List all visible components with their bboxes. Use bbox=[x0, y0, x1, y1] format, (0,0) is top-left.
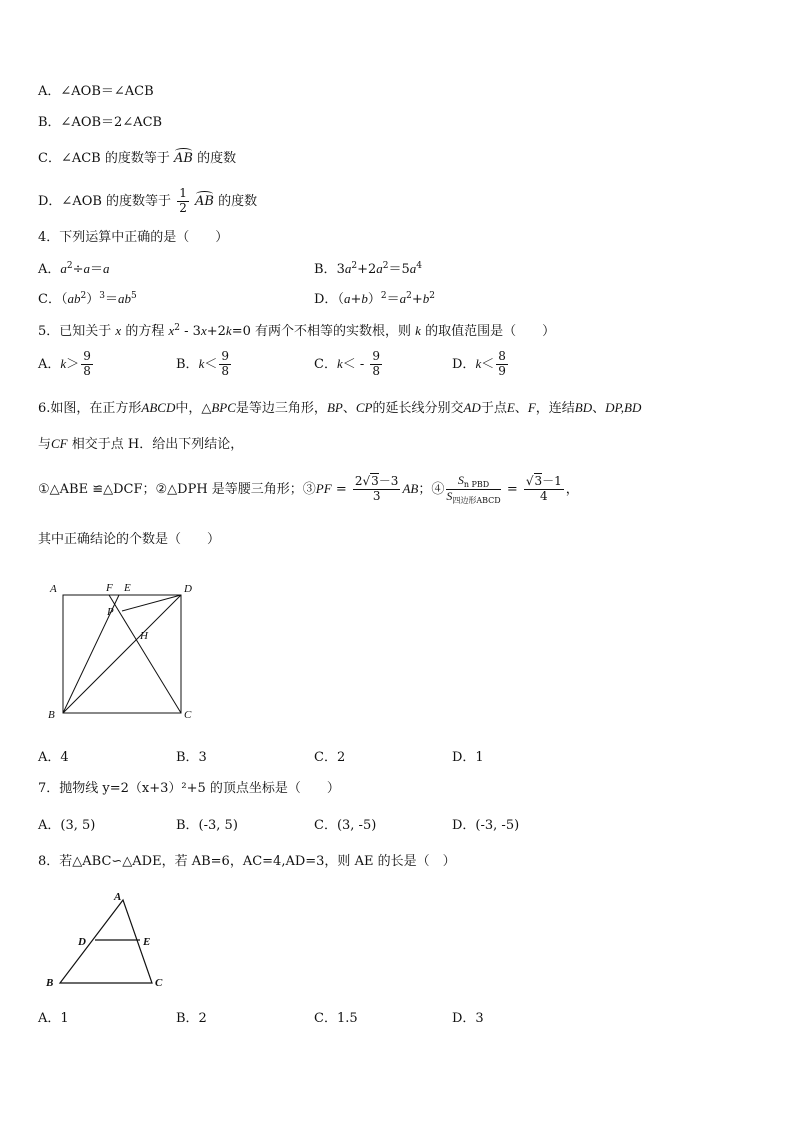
q8-option-c: C．1.5 bbox=[314, 1011, 358, 1026]
q3-option-d-text: D．∠AOB 的度数等于 bbox=[38, 193, 172, 209]
fraction-pf bbox=[353, 475, 401, 504]
option-label: B． bbox=[176, 356, 199, 372]
q7-option-d: D．(-3, -5) bbox=[452, 818, 520, 833]
q7-option-a: A．(3, 5) bbox=[38, 818, 96, 833]
fraction bbox=[81, 350, 93, 379]
q5-stem-text: 有两个不相等的实数根，则 bbox=[254, 324, 411, 339]
frac-num: $S_{n PBD}$ bbox=[446, 474, 500, 490]
q6-stem-line1: 6.如图，在正方形ABCD中，△BPC是等边三角形，BP、CP的延长线分别交AD于点E、F，连结BD、DP,BD bbox=[38, 400, 642, 416]
label-a: A bbox=[50, 583, 57, 595]
q5-stem-text: 的取值范围是（ ） bbox=[425, 324, 556, 339]
label-c: C bbox=[184, 709, 192, 721]
line-dp bbox=[122, 595, 181, 611]
q8-option-a: A．1 bbox=[38, 1011, 69, 1026]
q4-option-c: C．$(ab^2)^3=ab^5$ bbox=[38, 291, 137, 307]
option-label: B． bbox=[314, 262, 337, 277]
q3-option-d bbox=[38, 187, 257, 216]
label-e: E bbox=[124, 582, 131, 594]
q6-text: 的延长线分别交 bbox=[372, 401, 464, 416]
q4-option-a: A．$a^2\div a=a$ bbox=[38, 261, 110, 277]
frac-den: 8 bbox=[372, 363, 381, 378]
q6-figure-square bbox=[40, 575, 210, 725]
q5-stem-text: 5．已知关于 bbox=[38, 324, 112, 339]
option-label: C． bbox=[38, 292, 61, 307]
q6-text: ，连结 bbox=[535, 401, 575, 416]
frac-num: 8 bbox=[498, 349, 506, 363]
q6-conclusions: ①△ABE ≌△DCF；②△DPH 是等腰三角形；③PF = $\frac{2√3-3}{3}$ AB；④ $\frac{S_{n PBD}}{S_{四边形ABCD}}$ = $\frac{√3-1}{4}$ ， bbox=[38, 473, 579, 506]
label-e: E bbox=[143, 936, 151, 948]
frac-den: 4 bbox=[540, 489, 548, 504]
q6-text: 6.如图，在正方形 bbox=[38, 401, 142, 416]
frac-den: 8 bbox=[221, 363, 229, 378]
q6-option-c: C．2 bbox=[314, 750, 346, 765]
fraction bbox=[219, 350, 231, 379]
q4-option-b: B．$3a^2+2a^2=5a^4$ bbox=[314, 261, 422, 277]
q4-stem: 4．下列运算中正确的是（ ） bbox=[38, 230, 229, 245]
frac-num: 2√3－3 bbox=[354, 474, 399, 489]
label-c: C bbox=[155, 977, 163, 989]
q6-text: 相交于点 H．给出下列结论， bbox=[71, 437, 244, 452]
num-part: －3 bbox=[378, 474, 399, 489]
q3-option-c bbox=[38, 151, 236, 167]
label-p: P bbox=[107, 606, 114, 618]
option-label: D． bbox=[452, 356, 476, 372]
frac-den: 3 bbox=[372, 489, 381, 504]
label-h: H bbox=[140, 630, 148, 642]
option-label: A． bbox=[38, 356, 61, 372]
q5-option-a: A．k＞ $\frac{9}{8}$ bbox=[38, 349, 91, 378]
subscript: 四边形ABCD bbox=[452, 496, 501, 506]
q5-option-d: D．k＜ $\frac{8}{9}$ bbox=[452, 349, 506, 378]
fraction-half bbox=[177, 187, 189, 216]
q7-stem: 7．抛物线 y=2（x+3）²+5 的顶点坐标是（ ） bbox=[38, 781, 340, 796]
q6-option-a: A．4 bbox=[38, 750, 69, 765]
line-cf bbox=[109, 595, 181, 713]
q5-option-b: B．k＜ $\frac{9}{8}$ bbox=[176, 349, 229, 378]
q6-text: 于点 bbox=[480, 401, 507, 416]
frac-num: 1 bbox=[179, 186, 187, 200]
q8-figure-triangle bbox=[40, 888, 180, 998]
frac-num: 9 bbox=[372, 349, 381, 363]
q6-option-d: D．1 bbox=[452, 750, 484, 765]
fraction-rhs bbox=[524, 475, 564, 504]
q6-conclusion-text: ①△ABE ≌△DCF；②△DPH 是等腰三角形；③ bbox=[38, 482, 316, 498]
label-d: D bbox=[78, 936, 86, 948]
triangle-abc bbox=[60, 900, 152, 983]
q5-option-c: C．k＜ - $\frac{9}{8}$ bbox=[314, 349, 381, 378]
option-label: D． bbox=[314, 292, 338, 307]
line-bd bbox=[63, 595, 181, 713]
option-label: C． bbox=[314, 356, 337, 372]
subscript: n PBD bbox=[463, 480, 490, 489]
q7-option-b: B．(-3, 5) bbox=[176, 818, 238, 833]
option-label: A． bbox=[38, 262, 61, 277]
arc-ab: AB bbox=[174, 151, 193, 166]
q5-stem-text: 的方程 bbox=[125, 324, 165, 339]
fraction bbox=[370, 350, 382, 379]
frac-num: 9 bbox=[83, 349, 91, 363]
num-part: －1 bbox=[542, 474, 562, 489]
frac-den: 2 bbox=[179, 200, 187, 215]
frac-den: $S_{四边形ABCD}$ bbox=[446, 489, 501, 506]
q8-option-d: D．3 bbox=[452, 1011, 484, 1026]
label-b: B bbox=[48, 709, 55, 721]
q6-conclusion-text: ；④ bbox=[418, 482, 445, 498]
q6-text: 是等边三角形， bbox=[235, 401, 327, 416]
label-b: B bbox=[46, 977, 54, 989]
q3-option-c-suffix: 的度数 bbox=[197, 151, 237, 166]
num-part: 2 bbox=[354, 474, 363, 489]
q6-question: 其中正确结论的个数是（ ） bbox=[38, 532, 221, 547]
q5-stem: 5．已知关于 x 的方程 $x^2 - 3x+2k=0$ 有两个不相等的实数根，则 k 的取值范围是（ ） bbox=[38, 323, 556, 339]
q7-option-c: C．(3, -5) bbox=[314, 818, 377, 833]
label-f: F bbox=[106, 582, 113, 594]
q8-stem: 8．若△ABC∽△ADE，若 AB=6，AC=4,AD=3，则 AE 的长是（ ） bbox=[38, 854, 456, 869]
q6-text: 中，△ bbox=[175, 401, 212, 416]
q4-option-d: D．$(a+b)^2=a^2+b^2$ bbox=[314, 291, 435, 307]
label-d: D bbox=[184, 583, 192, 595]
q6-option-b: B．3 bbox=[176, 750, 207, 765]
q3-option-b: B．∠AOB＝2∠ACB bbox=[38, 115, 163, 130]
q3-option-d-suffix: 的度数 bbox=[218, 193, 258, 209]
frac-num: 9 bbox=[221, 349, 229, 363]
fraction bbox=[496, 350, 508, 379]
q3-option-a: A．∠AOB＝∠ACB bbox=[38, 84, 154, 99]
q8-option-b: B．2 bbox=[176, 1011, 207, 1026]
frac-den: 9 bbox=[498, 363, 506, 378]
label-a: A bbox=[114, 891, 122, 903]
arc-ab: AB bbox=[194, 193, 214, 209]
sqrt-radicand: 3 bbox=[371, 474, 379, 489]
frac-den: 8 bbox=[83, 363, 91, 378]
q6-stem-line2: 与CF 相交于点 H．给出下列结论， bbox=[38, 436, 244, 452]
q3-option-c-text: C．∠ACB 的度数等于 bbox=[38, 151, 170, 166]
frac-num: √3－1 bbox=[525, 474, 562, 489]
sqrt-radicand: 3 bbox=[534, 474, 543, 489]
fraction-area-ratio bbox=[446, 474, 500, 505]
